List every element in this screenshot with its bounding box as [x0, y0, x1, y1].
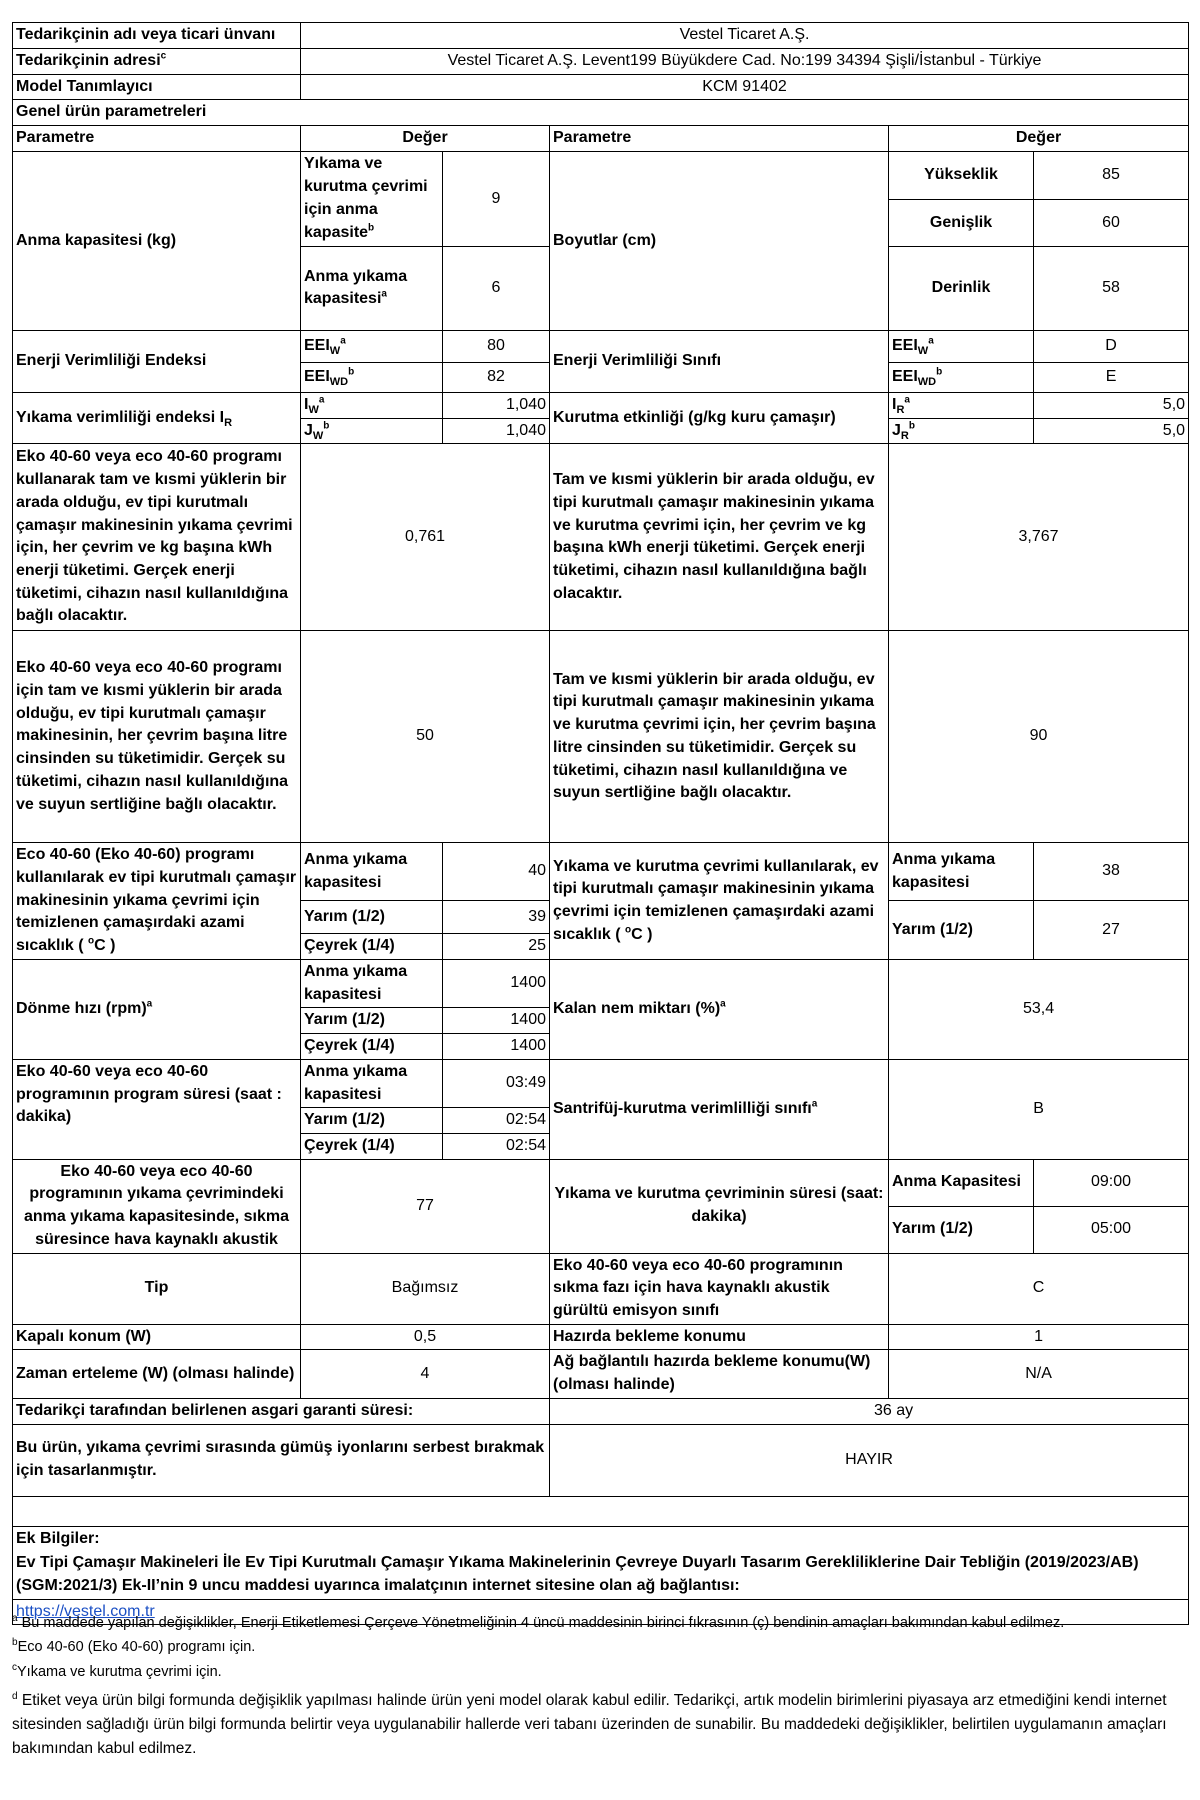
value-col-header: Değer [301, 126, 550, 152]
spin-half-value: 1400 [443, 1008, 550, 1034]
param-col-header-2: Parametre [550, 126, 889, 152]
duration-quarter-value: 02:54 [443, 1133, 550, 1159]
washdry-energy-value: 3,767 [889, 444, 1189, 631]
wash-energy-label: Eko 40-60 veya eco 40-60 programı kullanarak tam ve kısmi yüklerin bir arada olduğu, ev tipi kurutmalı çamaşır makinesinin yıkama çevrimi için, her çevrim ve kg başına kWh enerji tüketimi. Gerçek enerji tüketimi, cihazın nasıl kullanıldığına bağlı olacaktır. [13, 444, 301, 631]
duration-half-label: Yarım (1/2) [301, 1108, 443, 1134]
spin-quarter-value: 1400 [443, 1034, 550, 1060]
wash-capacity-value: 6 [443, 246, 550, 330]
drying-eff-label: Kurutma etkinliği (g/kg kuru çamaşır) [550, 392, 889, 443]
energy-class-label: Enerji Verimliliği Sınıfı [550, 330, 889, 392]
wash-water-value: 50 [301, 631, 550, 843]
ir-label: $I_R^a$ [889, 392, 1034, 418]
supplier-name-value: Vestel Ticaret A.Ş. [301, 23, 1189, 49]
footnotes [12, 1612, 1188, 1763]
temp-rated-value: 40 [443, 843, 550, 901]
wd-duration-rated-value: 09:00 [1034, 1159, 1189, 1206]
duration-rated-value: 03:49 [443, 1059, 550, 1107]
wash-dry-capacity-label: Yıkama ve kurutma çevrimi için anma kapasite$^b$ [301, 151, 443, 246]
warranty-value: 36 ay [550, 1398, 1189, 1424]
wd-temp-half-label: Yarım (1/2) [889, 901, 1034, 960]
washdry-water-label: Tam ve kısmi yüklerin bir arada olduğu, ev tipi kurutmalı çamaşır makinesinin yıkama ve kurutma çevrimi için, her çevrim başına litre cinsinden su tüketimidir. Gerçek su tüketimi, cihazın nasıl kullanıldığına ve suyun sertliğine bağlı olacaktır. [550, 631, 889, 843]
footnote-d: $^d$ Etiket veya ürün bilgi formunda değişiklik yapılması halinde ürün yeni model olarak kabul edilir. Tedarikçi, artık modelin birimlerini piyasaya arz etmediğini kendi internet sitesinden sağladığı ürün bilgi formunda belirtir veya uygulanabilir hallerde veri tabanı üzerinden de sunabilir. Bu maddedeki değişiklikler, belirtilen uygulamanın amaçları bakımından kabul edilmez. [12, 1691, 1167, 1758]
ir-value: 5,0 [1034, 392, 1189, 418]
extra-info-label: Ek Bilgiler: [13, 1526, 1189, 1551]
wd-duration-half-label: Yarım (1/2) [889, 1206, 1034, 1253]
silver-ions-label: Bu ürün, yıkama çevrimi sırasında gümüş iyonlarını serbest bırakmak için tasarlanmıştır. [13, 1424, 550, 1496]
off-mode-label: Kapalı konum (W) [13, 1324, 301, 1350]
eeiwd-label: $EEI_{WD}^b$ [301, 362, 443, 392]
manufacturer-link[interactable]: https://vestel.com.tr [16, 1602, 155, 1620]
delay-start-value: 4 [301, 1350, 550, 1398]
warranty-label: Tedarikçi tarafından belirlenen asgari garanti süresi: [13, 1398, 550, 1424]
wash-energy-value: 0,761 [301, 444, 550, 631]
dimensions-label: Boyutlar (cm) [550, 151, 889, 330]
wd-duration-label: Yıkama ve kurutma çevriminin süresi (saat: dakika) [550, 1159, 889, 1253]
washdry-energy-label: Tam ve kısmi yüklerin bir arada olduğu, ev tipi kurutmalı çamaşır makinesinin yıkama ve kurutma çevrimi için, her çevrim ve kg başına kWh enerji tüketimi. Gerçek enerji tüketimi, cihazın nasıl kullanıldığına bağlı olacaktır. [550, 444, 889, 631]
spin-label: Dönme hızı (rpm)$^a$ [13, 959, 301, 1059]
model-label: Model Tanımlayıcı [13, 74, 301, 100]
general-params-label: Genel ürün parametreleri [13, 100, 1189, 126]
temp-quarter-value: 25 [443, 933, 550, 959]
capacity-label: Anma kapasitesi (kg) [13, 151, 301, 330]
class-eeiw-label: $EEI_W^a$ [889, 330, 1034, 362]
jw-label: $J_W^b$ [301, 418, 443, 444]
delay-start-label: Zaman erteleme (W) (olması halinde) [13, 1350, 301, 1398]
duration-half-value: 02:54 [443, 1108, 550, 1134]
wd-temp-rated-value: 38 [1034, 843, 1189, 901]
eeiw-value: 80 [443, 330, 550, 362]
wd-duration-half-value: 05:00 [1034, 1206, 1189, 1253]
standby-value: 1 [889, 1324, 1189, 1350]
spacer-row [13, 1496, 1189, 1526]
model-value: KCM 91402 [301, 74, 1189, 100]
duration-label: Eko 40-60 veya eco 40-60 programının program süresi (saat : dakika) [13, 1059, 301, 1159]
spin-rated-label: Anma yıkama kapasitesi [301, 959, 443, 1007]
off-mode-value: 0,5 [301, 1324, 550, 1350]
eeiw-label: $EEI_W^a$ [301, 330, 443, 362]
net-standby-value: N/A [889, 1350, 1189, 1398]
type-label: Tip [13, 1253, 301, 1324]
wd-temp-half-value: 27 [1034, 901, 1189, 960]
height-label: Yükseklik [889, 151, 1034, 199]
wash-capacity-label: Anma yıkama kapasitesi$^a$ [301, 246, 443, 330]
duration-quarter-label: Çeyrek (1/4) [301, 1133, 443, 1159]
spin-half-label: Yarım (1/2) [301, 1008, 443, 1034]
wash-dry-capacity-value: 9 [443, 151, 550, 246]
washdry-water-value: 90 [889, 631, 1189, 843]
wash-temp-label: Eco 40-60 (Eko 40-60) programı kullanılarak ev tipi kurutmalı çamaşır makinesinin yıkama çevrimi için temizlenen çamaşırdaki azami sıcaklık ( $^o$C ) [13, 843, 301, 960]
footnote-b: $^b$Eco 40-60 (Eko 40-60) programı için. [12, 1637, 256, 1656]
jw-value: 1,040 [443, 418, 550, 444]
temp-quarter-label: Çeyrek (1/4) [301, 933, 443, 959]
wd-duration-rated-label: Anma Kapasitesi [889, 1159, 1034, 1206]
temp-half-value: 39 [443, 901, 550, 934]
temp-half-label: Yarım (1/2) [301, 901, 443, 934]
jr-label: $J_R^b$ [889, 418, 1034, 444]
jr-value: 5,0 [1034, 418, 1189, 444]
duration-rated-label: Anma yıkama kapasitesi [301, 1059, 443, 1107]
type-value: Bağımsız [301, 1253, 550, 1324]
spin-class-label: Santrifüj-kurutma verimlilliği sınıfı$^a$ [550, 1059, 889, 1159]
net-standby-label: Ağ bağlantılı hazırda bekleme konumu(W) (olması halinde) [550, 1350, 889, 1398]
iw-value: 1,040 [443, 392, 550, 418]
standby-label: Hazırda bekleme konumu [550, 1324, 889, 1350]
silver-ions-value: HAYIR [550, 1424, 1189, 1496]
height-value: 85 [1034, 151, 1189, 199]
footnote-a: $^a$ Bu maddede yapılan değişiklikler, Enerji Etiketlemesi Çerçeve Yönetmeliğinin 4 üncü maddesinin birinci fıkrasının (ç) bendinin amaçları bakımından kabul edilmez. [12, 1613, 1065, 1631]
class-eeiwd-value: E [1034, 362, 1189, 392]
class-eeiwd-label: $EEI_{WD}^b$ [889, 362, 1034, 392]
product-info-sheet [12, 22, 1188, 1625]
moisture-label: Kalan nem miktarı (%)$^a$ [550, 959, 889, 1059]
noise-class-label: Eko 40-60 veya eco 40-60 programının sıkma fazı için hava kaynaklı akustik gürültü emisyon sınıfı [550, 1253, 889, 1324]
supplier-address-value: Vestel Ticaret A.Ş. Levent199 Büyükdere Cad. No:199 34394 Şişli/İstanbul - Türkiye [301, 48, 1189, 74]
noise-label: Eko 40-60 veya eco 40-60 programının yıkama çevrimindeki anma yıkama kapasitesinde, sıkma süresince hava kaynaklı akustik [13, 1159, 301, 1253]
spin-rated-value: 1400 [443, 959, 550, 1007]
noise-value: 77 [301, 1159, 550, 1253]
temp-rated-label: Anma yıkama kapasitesi [301, 843, 443, 901]
eeiwd-value: 82 [443, 362, 550, 392]
spin-quarter-label: Çeyrek (1/4) [301, 1034, 443, 1060]
value-col-header-2: Değer [889, 126, 1189, 152]
width-value: 60 [1034, 199, 1189, 246]
supplier-address-label: Tedarikçinin adresi$^c$ [13, 48, 301, 74]
product-table [12, 22, 1189, 1625]
moisture-value: 53,4 [889, 959, 1189, 1059]
iw-label: $I_W^a$ [301, 392, 443, 418]
depth-value: 58 [1034, 246, 1189, 330]
noise-class-value: C [889, 1253, 1189, 1324]
class-eeiw-value: D [1034, 330, 1189, 362]
param-col-header: Parametre [13, 126, 301, 152]
wash-water-label: Eko 40-60 veya eco 40-60 programı için tam ve kısmi yüklerin bir arada olduğu, ev tipi kurutmalı çamaşır makinesinin, her çevrim başına litre cinsinden su tüketimidir. Gerçek su tüketimi, cihazın nasıl kullanıldığına ve suyun sertliğine bağlı olacaktır. [13, 631, 301, 843]
supplier-name-label: Tedarikçinin adı veya ticari ünvanı [13, 23, 301, 49]
footnote-c: $^c$Yıkama ve kurutma çevrimi için. [12, 1662, 222, 1680]
width-label: Genişlik [889, 199, 1034, 246]
extra-info-text: Ev Tipi Çamaşır Makineleri İle Ev Tipi Kurutmalı Çamaşır Yıkama Makinelerinin Çevreye Duyarlı Tasarım Gerekliliklerine Dair Tebliğin (2019/2023/AB)(SGM:2021/3) Ek-II’nin 9 uncu maddesi uyarınca imalatçının internet sitesine olan ağ bağlantısı: [13, 1551, 1189, 1599]
depth-label: Derinlik [889, 246, 1034, 330]
wd-temp-rated-label: Anma yıkama kapasitesi [889, 843, 1034, 901]
washdry-temp-label: Yıkama ve kurutma çevrimi kullanılarak, ev tipi kurutmalı çamaşır makinesinin yıkama çevrimi için temizlenen çamaşırdaki azami sıcaklık ( $^o$C ) [550, 843, 889, 960]
spin-class-value: B [889, 1059, 1189, 1159]
washing-index-label: Yıkama verimliliği endeksi $I_R$ [13, 392, 301, 443]
energy-index-label: Enerji Verimliliği Endeksi [13, 330, 301, 392]
